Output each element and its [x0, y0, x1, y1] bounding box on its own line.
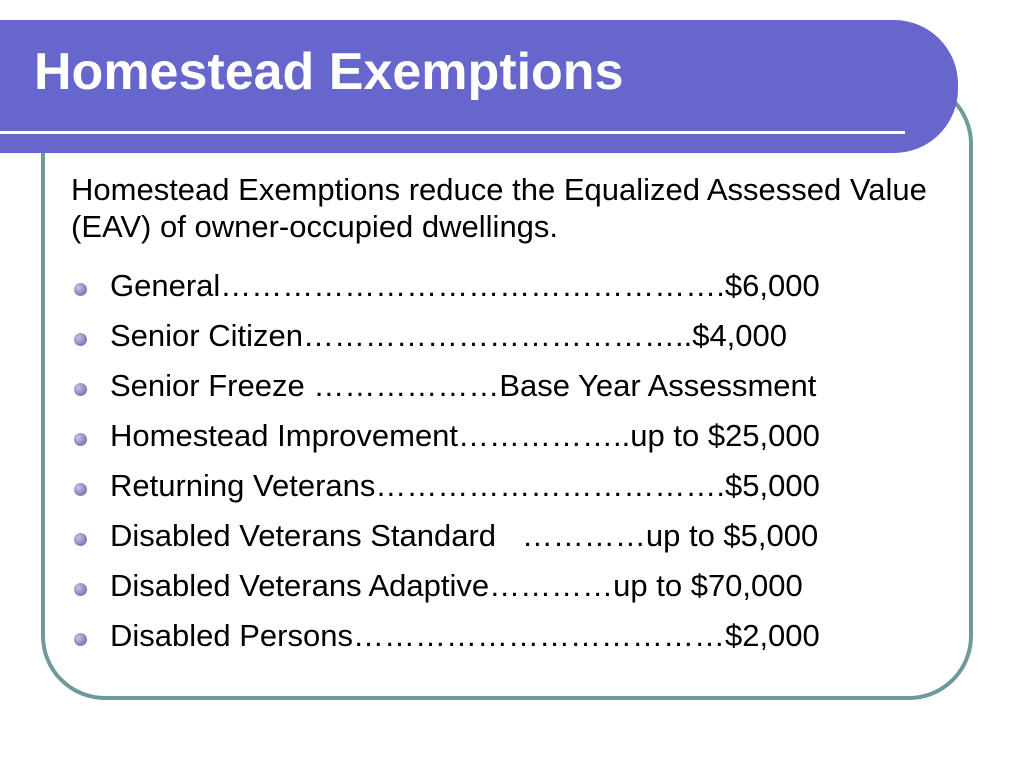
bullet-icon	[74, 433, 87, 446]
slide-title: Homestead Exemptions	[34, 43, 624, 101]
exemption-senior-citizen: Senior Citizen………………………………..$4,000	[110, 318, 788, 353]
bullet-icon	[74, 483, 87, 496]
intro-text: Homestead Exemptions reduce the Equalized Assessed Value (EAV) of owner-occupied dwellings.	[71, 172, 927, 244]
bullet-icon	[74, 283, 87, 296]
title-underline	[0, 131, 905, 134]
exemption-senior-freeze: Senior Freeze ………………Base Year Assessment	[110, 368, 817, 403]
exemption-disabled-veterans-adaptive: Disabled Veterans Adaptive…………up to $70,000	[110, 568, 803, 603]
exemption-homestead-improvement: Homestead Improvement……………..up to $25,000	[110, 418, 820, 453]
exemption-disabled-veterans-standard: Disabled Veterans Standard …………up to $5,000	[110, 518, 819, 553]
exemption-returning-veterans: Returning Veterans…………………………….$5,000	[110, 468, 820, 503]
exemption-general: General………………………………………….$6,000	[110, 268, 820, 303]
exemption-disabled-persons: Disabled Persons………………………………$2,000	[110, 618, 820, 653]
bullet-icon	[74, 383, 87, 396]
bullet-icon	[74, 583, 87, 596]
bullet-icon	[74, 633, 87, 646]
bullet-icon	[74, 333, 87, 346]
bullet-icon	[74, 533, 87, 546]
